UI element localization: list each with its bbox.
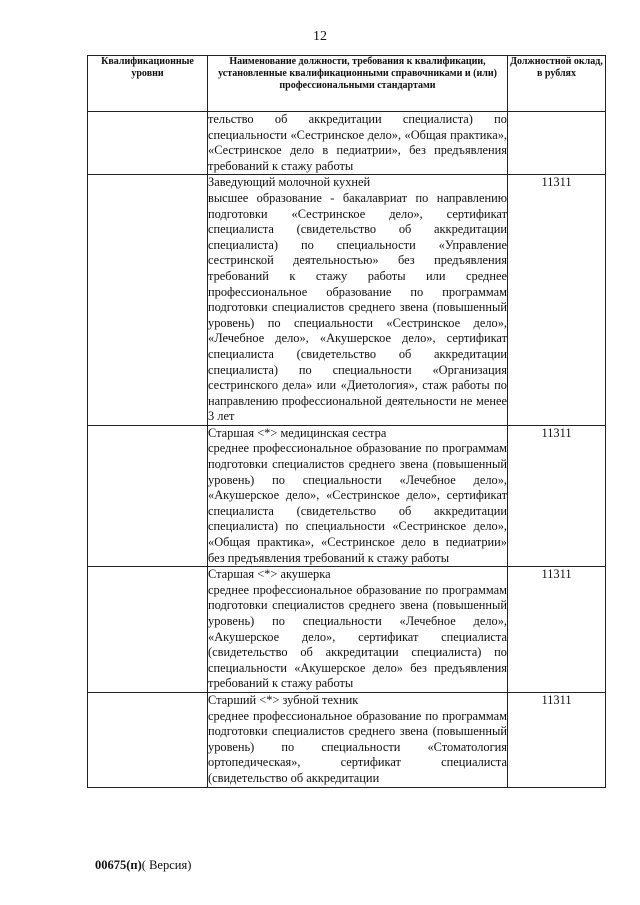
level-cell [88, 112, 208, 175]
requirements-text: среднее профессиональное образование по программам подготовки специалистов среднего звена (повышенный уровень) по специальности «Лечебное дело», «Акушерское дело», сертификат специалиста (свидетельство об аккредитации специалиста) по специальности «Акушерское дело» без предъявления требований к стажу работы [208, 582, 507, 691]
description-cell [208, 692, 508, 787]
table-row [88, 692, 606, 787]
header-position: Наименование должности, требования к квалификации, установленные квалификационными справочниками и (или) профессиональными стандартами [208, 56, 508, 112]
salary-cell [508, 112, 606, 175]
requirements-text: тельство об аккредитации специалиста) по специальности «Сестринское дело», «Общая практика», «Сестринское дело в педиатрии», без предъявления требований к стажу работы [208, 112, 507, 173]
position-title: Старшая <*> медицинская сестра [208, 425, 387, 440]
description-cell [208, 175, 508, 426]
table-header-row [88, 56, 606, 112]
page-number: 12 [313, 29, 327, 44]
level-cell [88, 567, 208, 693]
level-cell [88, 692, 208, 787]
position-title: Заведующий молочной кухней [208, 175, 371, 190]
description-cell [208, 112, 508, 175]
header-levels: Квалификационные уровни [88, 56, 208, 112]
description-cell [208, 567, 508, 693]
document-code: 00675(п) [95, 858, 142, 872]
table-row [88, 112, 606, 175]
document-footer [95, 858, 191, 873]
requirements-text: среднее профессиональное образование по программам подготовки специалистов среднего звена (повышенный уровень) по специальности «Лечебное дело», «Акушерское дело», «Сестринское дело», сертификат специалиста (свидетельство об аккредитации специалиста) по специальности «Сестринское дело», «Общая практика», «Сестринское дело в педиатрии» без предъявления требований к стажу работы [208, 441, 507, 565]
salary-cell: 11311 [508, 175, 606, 426]
level-cell [88, 175, 208, 426]
requirements-text: среднее профессиональное образование по программам подготовки специалистов среднего звена (повышенный уровень) по специальности «Стоматология ортопедическая», сертификат специалиста (свидетельство об аккредитации [208, 708, 507, 785]
salary-cell: 11311 [508, 692, 606, 787]
table-row [88, 567, 606, 693]
position-title: Старшая <*> акушерка [208, 567, 331, 582]
salary-cell: 11311 [508, 425, 606, 566]
document-version: ( Версия) [141, 858, 192, 872]
table-row [88, 175, 606, 426]
position-title: Старший <*> зубной техник [208, 692, 359, 707]
description-cell [208, 425, 508, 566]
salary-cell: 11311 [508, 567, 606, 693]
header-salary: Должностной оклад, в рублях [508, 56, 606, 112]
level-cell [88, 425, 208, 566]
requirements-text: высшее образование - бакалавриат по направлению подготовки «Сестринское дело», сертификат специалиста (свидетельство об аккредитации специалиста) по специальности «Управление сестринской деятельностью» без предъявления требований к стажу работы или среднее профессиональное образование по программам подготовки специалистов среднего звена (повышенный уровень) по специальности «Сестринское дело», «Лечебное дело», «Акушерское дело», сертификат специалиста (свидетельство об аккредитации специалиста) по специальности «Организация сестринского дела» или «Диетология», стаж работы по направлению профессиональной деятельности не менее 3 лет [208, 190, 507, 424]
qualification-table [87, 55, 606, 788]
table-row [88, 425, 606, 566]
